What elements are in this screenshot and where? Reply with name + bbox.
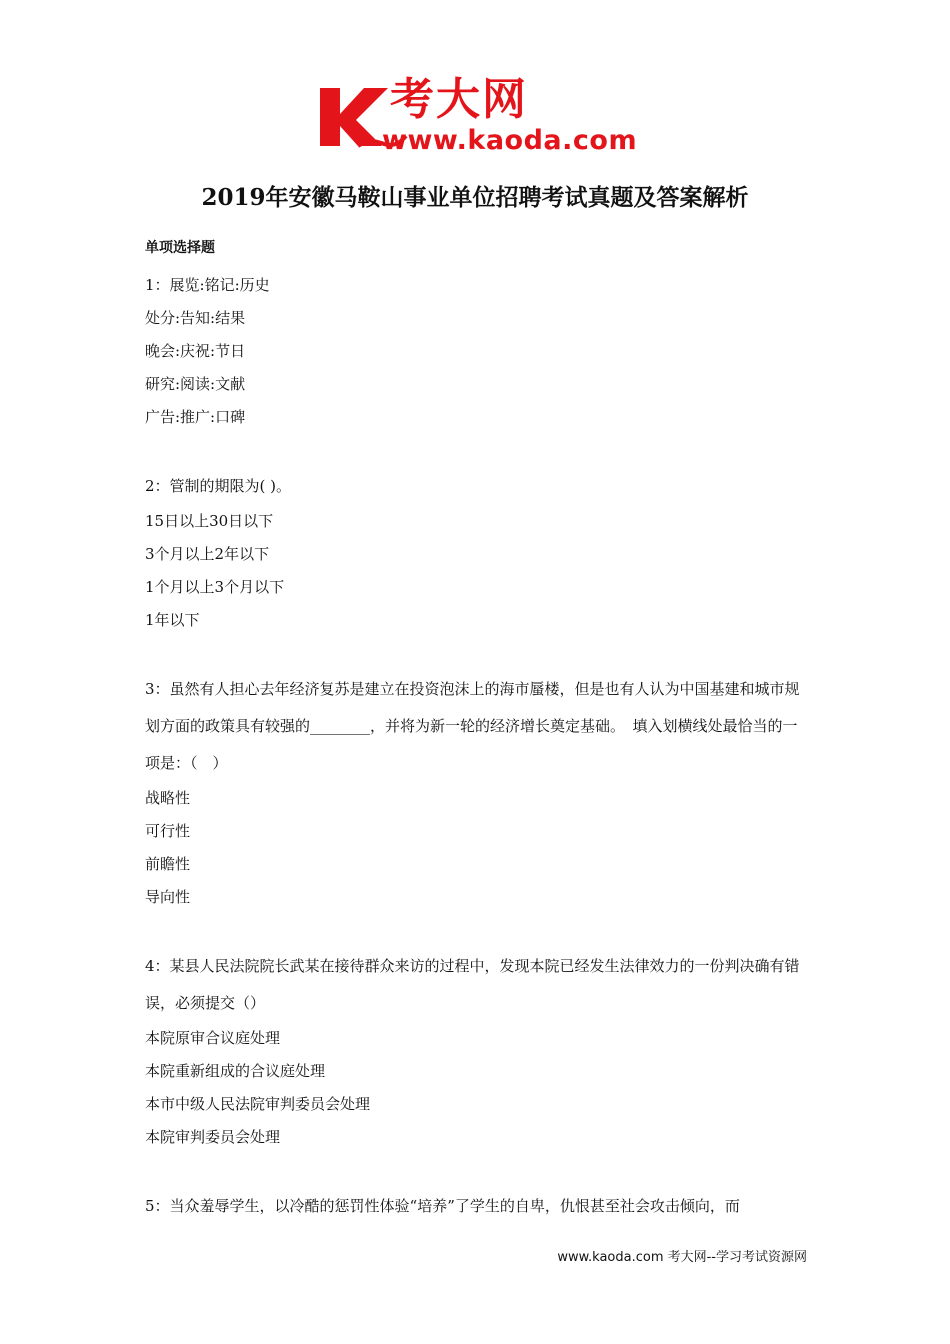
option-item: 本院重新组成的合议庭处理	[145, 1062, 326, 1080]
question-5	[145, 1188, 807, 1225]
option-item: 1年以下	[145, 611, 200, 629]
option-item: 本院原审合议庭处理	[145, 1029, 281, 1047]
question-3	[145, 671, 807, 914]
question-4	[145, 948, 807, 1154]
question-text: 5：当众羞辱学生，以冷酷的惩罚性体验“培养”了学生的自卑，仇恨甚至社会攻击倾向，而	[145, 1197, 740, 1215]
option-item: 1个月以上3个月以下	[145, 578, 285, 596]
option-item: 15日以上30日以下	[145, 512, 274, 530]
option-item: 本院审判委员会处理	[145, 1128, 281, 1146]
logo-url: www.kaoda.com	[382, 125, 638, 156]
option-item: 可行性	[145, 822, 191, 840]
option-item: 导向性	[145, 888, 191, 906]
option-item: 前瞻性	[145, 855, 191, 873]
question-text: 4：某县人民法院院长武某在接待群众来访的过程中，发现本院已经发生法律效力的一份判决确有错误，必须提交（）	[145, 957, 800, 1012]
option-item: 3个月以上2年以下	[145, 545, 270, 563]
option-item: 广告:推广:口碑	[145, 408, 246, 426]
question-text: 2：管制的期限为( )。	[145, 477, 292, 495]
question-2	[145, 468, 807, 637]
option-item: 战略性	[145, 789, 191, 807]
logo-name: 考大网	[390, 74, 528, 125]
option-item: 晚会:庆祝:节日	[145, 342, 246, 360]
question-text: 3：虽然有人担心去年经济复苏是建立在投资泡沫上的海市蜃楼，但是也有人认为中国基建和城市规划方面的政策具有较强的________，并将为新一轮的经济增长奠定基础。 填入划横线处最恰当的一项是：（ ）	[145, 680, 800, 772]
page-title: 2019年安徽马鞍山事业单位招聘考试真题及答案解析	[201, 184, 749, 211]
option-item: 研究:阅读:文献	[145, 375, 246, 393]
option-item: 本市中级人民法院审判委员会处理	[145, 1095, 371, 1113]
question-1	[145, 269, 807, 434]
document-body	[145, 236, 807, 1259]
page-footer[interactable]: www.kaoda.com 考大网--学习考试资源网	[557, 1250, 807, 1265]
option-item: 处分:告知:结果	[145, 309, 246, 327]
question-text: 1：展览:铭记:历史	[145, 276, 270, 294]
kaoda-logo[interactable]	[318, 74, 648, 160]
section-heading: 单项选择题	[145, 240, 215, 256]
